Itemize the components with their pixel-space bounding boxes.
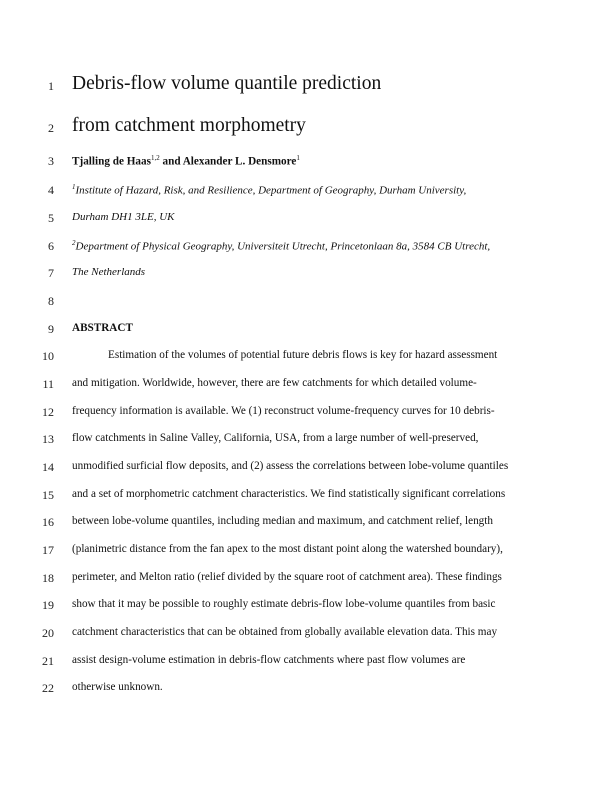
abstract-text: and mitigation. Worldwide, however, there are few catchments for which detailed volume- xyxy=(72,377,477,389)
abstract-text: assist design-volume estimation in debris-flow catchments where past flow volumes are xyxy=(72,654,466,666)
line-number: 12 xyxy=(42,405,54,419)
line-number: 1 xyxy=(48,79,54,93)
line-number: 13 xyxy=(42,432,54,446)
affiliation-marker: 2 xyxy=(72,239,76,247)
author-conjunction: and xyxy=(159,155,183,168)
line-number: 20 xyxy=(42,626,54,640)
author-2-affiliation: 1 xyxy=(296,154,300,162)
line-number: 4 xyxy=(48,183,54,197)
line-number: 15 xyxy=(42,488,54,502)
abstract-text: flow catchments in Saline Valley, California, USA, from a large number of well-preserved, xyxy=(72,432,479,444)
abstract-text: (planimetric distance from the fan apex to the most distant point along the watershed boundary), xyxy=(72,543,503,555)
author-list xyxy=(72,154,300,168)
line-number: 10 xyxy=(42,349,54,363)
line-number: 22 xyxy=(42,681,54,695)
abstract-text: and a set of morphometric catchment characteristics. We find statistically significant correlations xyxy=(72,488,506,500)
affiliation-text: Department of Physical Geography, Universiteit Utrecht, Princetonlaan 8a, 3584 CB Utrecht, xyxy=(75,240,491,253)
line-number: 11 xyxy=(42,377,54,391)
abstract-text: Estimation of the volumes of potential future debris flows is key for hazard assessment xyxy=(108,349,498,361)
affiliation-text: Institute of Hazard, Risk, and Resilience, Department of Geography, Durham University, xyxy=(75,184,467,197)
line-number: 5 xyxy=(48,211,54,225)
affiliation-marker: 1 xyxy=(72,183,76,191)
line-number: 17 xyxy=(42,543,54,557)
line-number: 9 xyxy=(48,322,54,336)
abstract-text: frequency information is available. We (1) reconstruct volume-frequency curves for 10 debris- xyxy=(72,405,495,417)
line-number: 19 xyxy=(42,598,54,612)
line-number: 21 xyxy=(42,654,54,668)
line-number: 14 xyxy=(42,460,54,474)
line-number: 7 xyxy=(48,266,54,280)
abstract-text: otherwise unknown. xyxy=(72,681,163,693)
line-number: 16 xyxy=(42,515,54,529)
abstract-text: show that it may be possible to roughly estimate debris-flow lobe-volume quantiles from basic xyxy=(72,598,496,610)
line-number: 6 xyxy=(48,239,54,253)
author-1: Tjalling de Haas xyxy=(72,155,151,168)
author-1-affiliation: 1,2 xyxy=(150,154,160,162)
line-number: 18 xyxy=(42,571,54,585)
line-number: 8 xyxy=(48,294,54,308)
affiliation-2 xyxy=(72,239,490,253)
abstract-text: perimeter, and Melton ratio (relief divided by the square root of catchment area). These findings xyxy=(72,571,502,583)
affiliation-2-continued: The Netherlands xyxy=(72,266,146,278)
abstract-text: catchment characteristics that can be obtained from globally available elevation data. This may xyxy=(72,626,498,638)
abstract-text: between lobe-volume quantiles, including median and maximum, and catchment relief, length xyxy=(72,515,493,527)
paper-title-continued: from catchment morphometry xyxy=(72,115,306,136)
abstract-heading: ABSTRACT xyxy=(72,322,133,334)
author-2: Alexander L. Densmore xyxy=(182,155,297,168)
line-number: 3 xyxy=(48,154,54,168)
affiliation-1-continued: Durham DH1 3LE, UK xyxy=(72,211,175,223)
affiliation-1 xyxy=(72,183,466,197)
line-number: 2 xyxy=(48,121,54,135)
abstract-text: unmodified surficial flow deposits, and (2) assess the correlations between lobe-volume quantiles xyxy=(72,460,509,472)
paper-title: Debris-flow volume quantile prediction xyxy=(72,73,382,94)
